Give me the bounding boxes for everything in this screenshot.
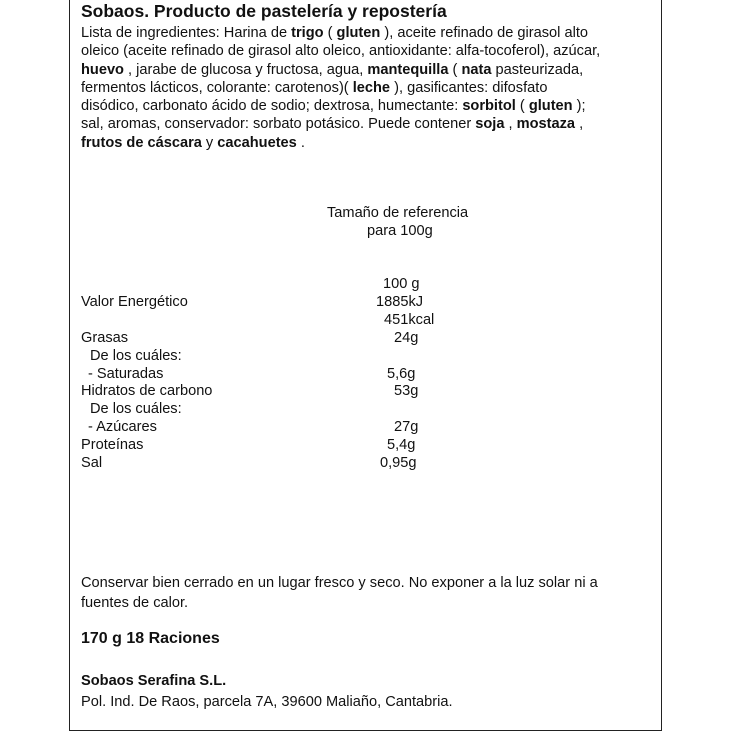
ingredients-line [81, 79, 641, 97]
ingredient-text: pasteurizada, [491, 61, 584, 78]
package-size: 170 g 18 Raciones [81, 630, 220, 647]
allergen-text: trigo [291, 25, 324, 41]
nutrient-sublabel: De los cuáles: [90, 348, 182, 364]
reference-size-subheader: para 100g [367, 223, 433, 239]
manufacturer-name: Sobaos Serafina S.L. [81, 673, 227, 689]
energy-label: Valor Energético [81, 294, 188, 310]
nutrient-label: Grasas [81, 330, 129, 346]
storage-line: fuentes de calor. [81, 595, 189, 611]
ingredient-text: ( [323, 25, 337, 41]
nutrient-value: 24g [394, 330, 419, 346]
allergen-text: sorbitol [462, 98, 516, 115]
storage-line: Conservar bien cerrado en un lugar fresco y seco. No exponer a la luz solar ni a [81, 575, 598, 591]
allergen-text: gluten [336, 25, 381, 41]
ingredient-text: . [296, 134, 305, 151]
allergen-text: mantequilla [367, 61, 449, 78]
allergen-text: gluten [528, 98, 573, 115]
energy-kj-value: 1885kJ [376, 294, 424, 310]
ingredient-text: ( [515, 98, 529, 115]
allergen-text: soja [475, 116, 505, 133]
ingredient-text: ), gasificantes: difosfato [390, 79, 548, 96]
nutrient-sublabel: De los cuáles: [90, 401, 182, 417]
ingredients-line [81, 134, 641, 152]
product-title: Sobaos. Producto de pastelería y repostería [81, 1, 447, 21]
ingredient-text: Lista de ingredientes: Harina de [81, 25, 292, 41]
allergen-text: mostaza [516, 116, 576, 133]
nutrient-label: Proteínas [81, 437, 144, 453]
ingredient-text: , [504, 116, 517, 133]
allergen-text: frutos de cáscara [81, 134, 202, 151]
nutrient-label: - Azúcares [88, 419, 157, 435]
ingredients-line [81, 24, 641, 42]
allergen-text: leche [352, 79, 391, 96]
allergen-text: cacahuetes [217, 134, 297, 151]
column-header: 100 g [383, 276, 420, 292]
nutrient-value: 5,6g [387, 366, 416, 382]
ingredient-text: , jarabe de glucosa y fructosa, agua, [123, 61, 368, 78]
nutrient-value: 27g [394, 419, 419, 435]
ingredient-text: ); [572, 98, 586, 115]
nutrient-value: 5,4g [387, 437, 416, 453]
storage-instructions [81, 573, 598, 613]
ingredient-text: ), aceite refinado de girasol alto [380, 25, 589, 41]
ingredient-text: y [201, 134, 218, 151]
ingredient-text: fermentos lácticos, colorante: carotenos)( [81, 79, 353, 96]
nutrient-label: Sal [81, 455, 103, 471]
ingredients-line [81, 115, 641, 133]
ingredient-text: oleico (aceite refinado de girasol alto oleico, antioxidante: alfa-tocoferol), azúcar, [81, 43, 601, 60]
allergen-text: huevo [81, 61, 124, 78]
manufacturer-address: Pol. Ind. De Raos, parcela 7A, 39600 Maliaño, Cantabria. [81, 694, 453, 710]
ingredients-line [81, 61, 641, 79]
ingredients-list [81, 24, 641, 152]
allergen-text: nata [461, 61, 492, 78]
ingredient-text: sal, aromas, conservador: sorbato potásico. Puede contener [81, 116, 476, 133]
ingredients-line [81, 42, 641, 60]
ingredient-text: disódico, carbonato ácido de sodio; dextrosa, humectante: [81, 98, 463, 115]
ingredient-text: ( [448, 61, 462, 78]
nutrient-label: - Saturadas [88, 366, 164, 382]
nutrient-value: 0,95g [380, 455, 417, 471]
nutrient-value: 53g [394, 383, 419, 399]
reference-size-header: Tamaño de referencia [327, 205, 469, 221]
energy-kcal-value: 451kcal [384, 312, 435, 328]
ingredients-line [81, 97, 641, 115]
ingredient-text: , [575, 116, 584, 133]
nutrient-label: Hidratos de carbono [81, 383, 213, 399]
